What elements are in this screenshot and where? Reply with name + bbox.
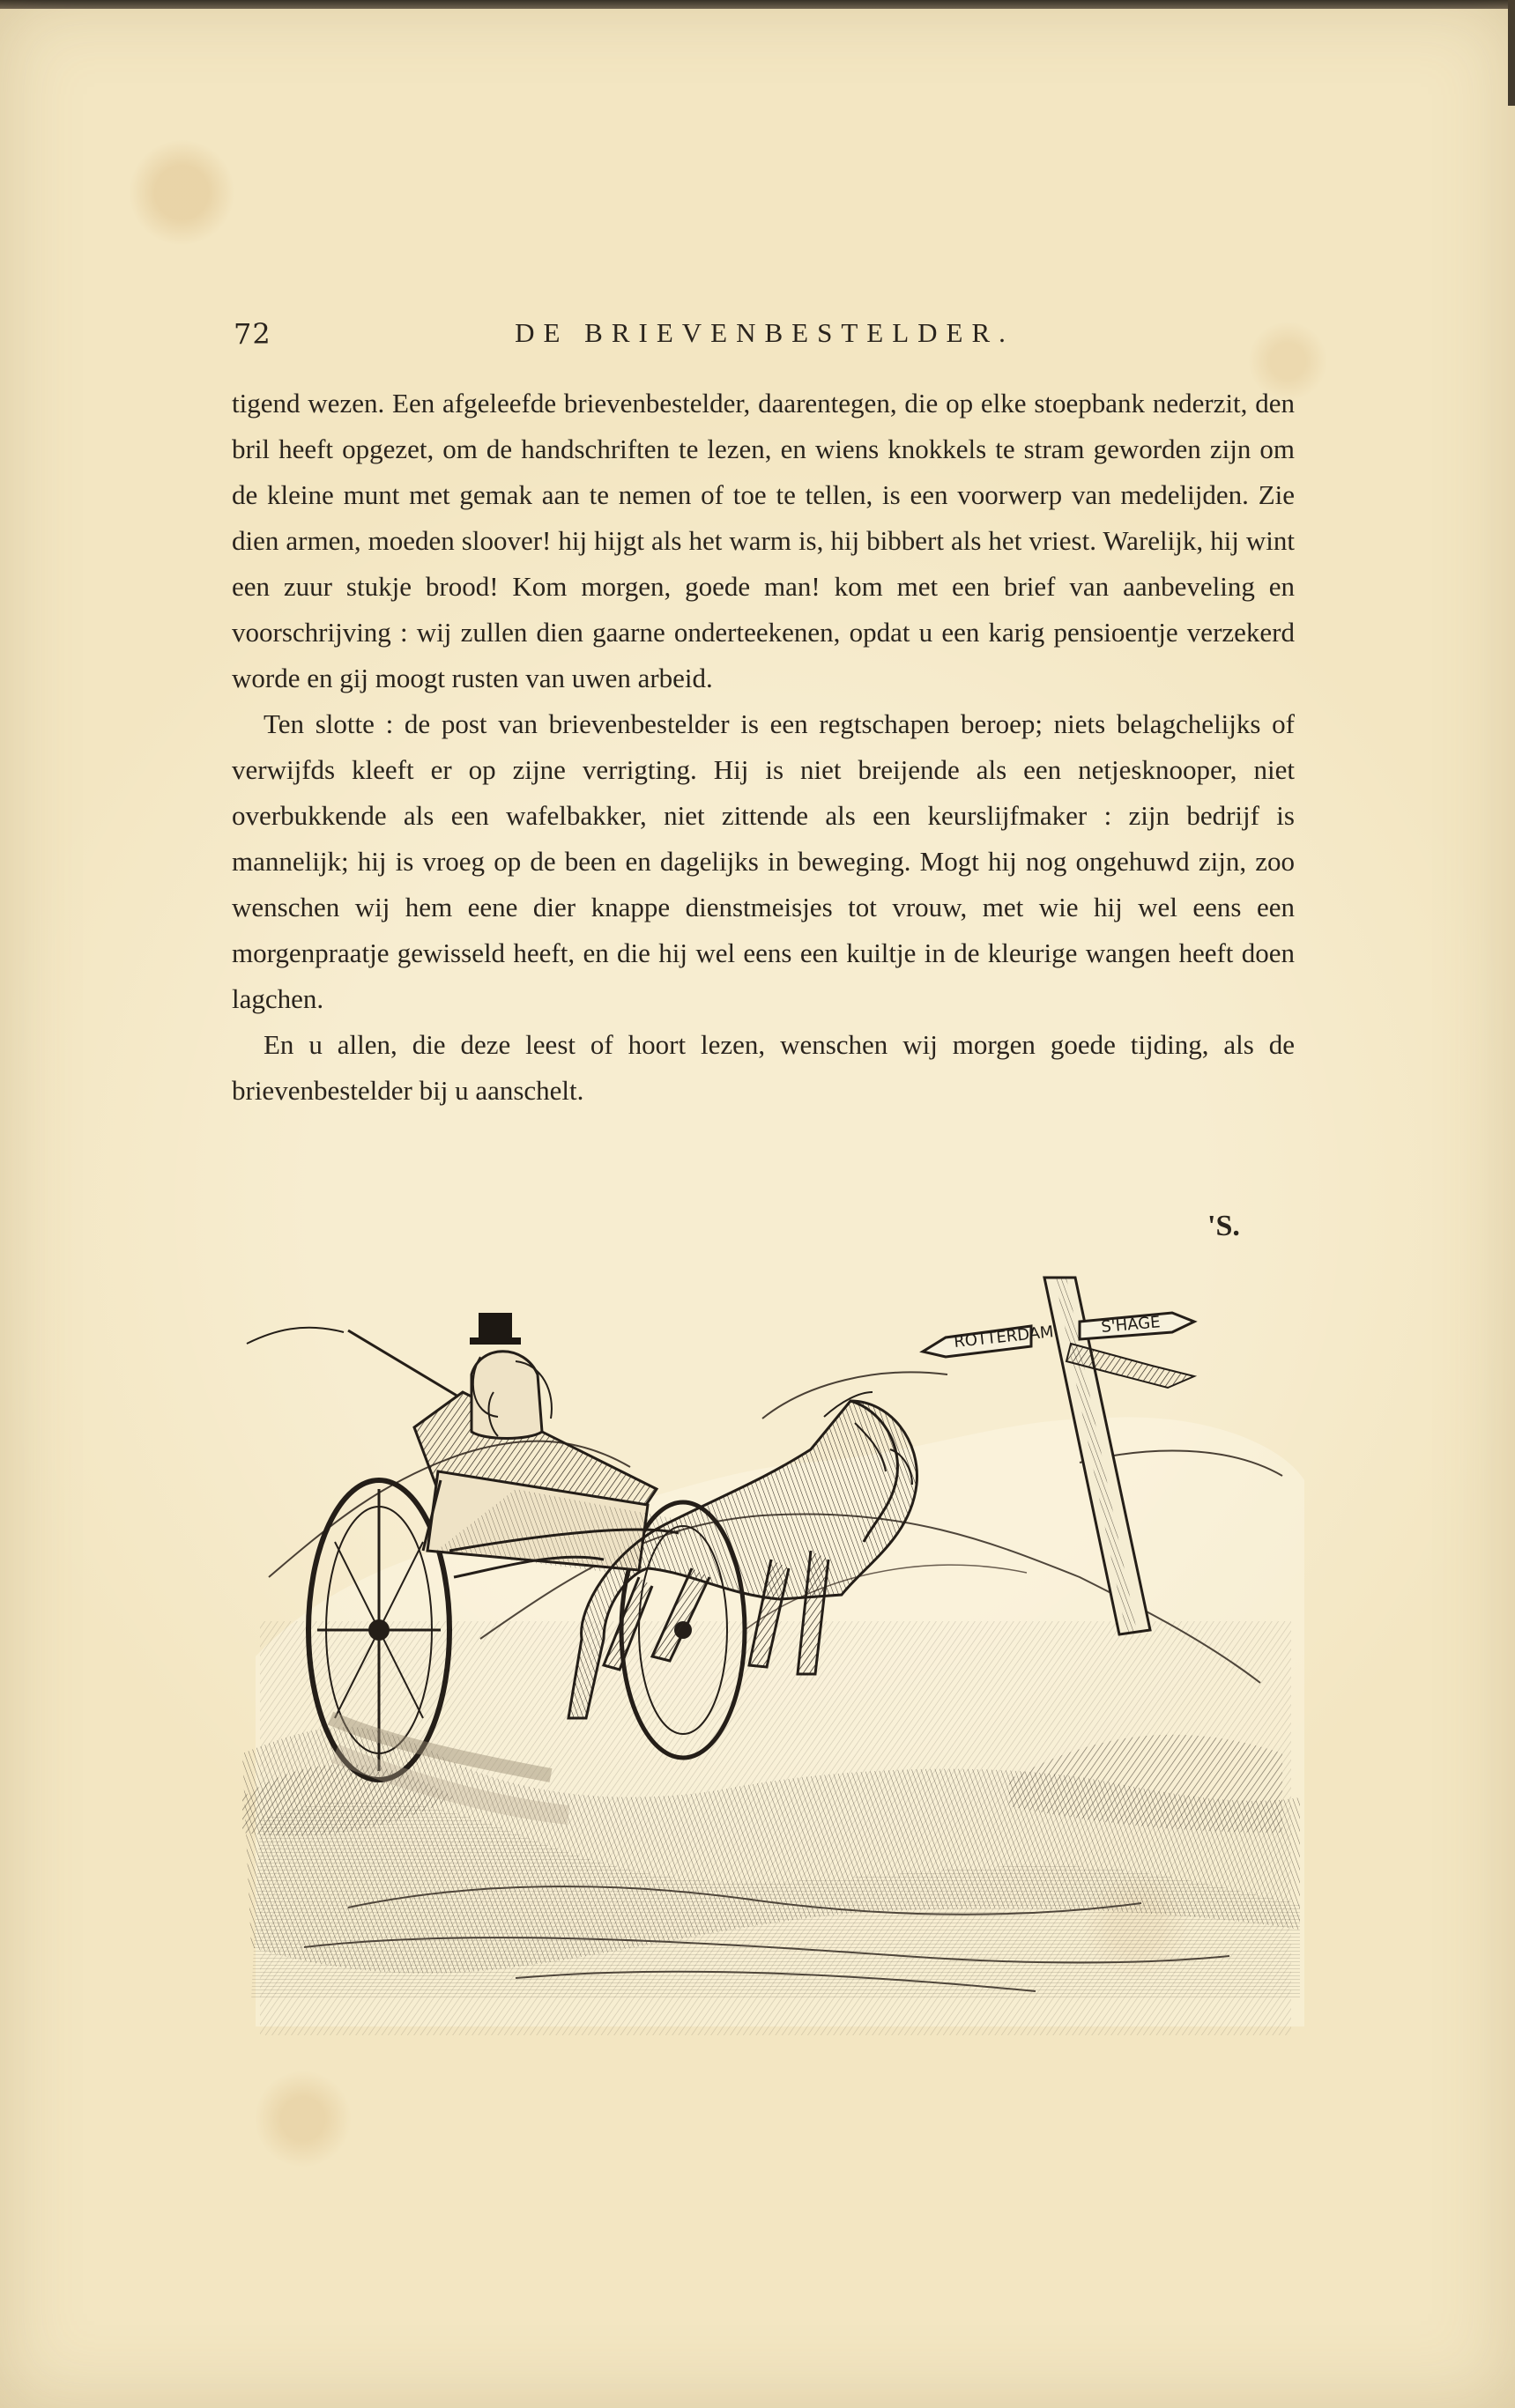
illustration [234, 1260, 1309, 2035]
signature: 'S. [1207, 1210, 1240, 1242]
signpost-right-text: S'HAGE [1100, 1313, 1162, 1337]
page-top-edge [0, 0, 1515, 9]
body-text [232, 381, 1295, 1114]
running-head [234, 317, 1296, 361]
paragraph-3: En u allen, die deze leest of hoort lezen, wenschen wij morgen goede tijding, als de brievenbestelder bij u aanschelt. [232, 1029, 1295, 1106]
paragraph-1: tigend wezen. Een afgeleefde brievenbestelder, daarentegen, die op elke stoepbank nederzit, den bril heeft opgezet, om de handschriften te lezen, en wiens knokkels te stram geworden zijn om de kleine munt met gemak aan te nemen of toe te tellen, is een voorwerp van medelijden. Zie dien armen, moeden sloover! hij hijgt als het warm is, hij bibbert als het vriest. Warelijk, hij wint een zuur stukje brood! Kom morgen, goede man! kom met een brief van aanbeveling en voorschrijving : wij zullen dien gaarne onderteekenen, opdat u een karig pensioentje verzekerd worde en gij moogt rusten van uwen arbeid. [232, 388, 1295, 693]
paragraph-2: Ten slotte : de post van brievenbestelder is een regtschapen beroep; niets belagchelijks of verwijfds kleeft er op zijne verrigting. Hij is niet breijende als een netjesknooper, niet overbukkende als een wafelbakker, niet zittende als een keurslijfmaker : zijn bedrijf is mannelijk; hij is vroeg op de been en dagelijks in beweging. Mogt hij nog ongehuwd zijn, zoo wenschen wij hem eene dier knappe dienstmeisjes tot vrouw, met wie hij wel eens een morgenpraatje gewisseld heeft, en die hij wel eens een kuiltje in de kleurige wangen heeft doen lagchen. [232, 708, 1295, 1014]
signpost-left-text: ROTTERDAM [953, 1323, 1055, 1352]
page-number: 72 [234, 317, 271, 351]
page-title: DE BRIEVENBESTELDER. [515, 317, 1014, 348]
engraving [234, 1260, 1309, 2035]
page-right-edge [1508, 0, 1515, 106]
